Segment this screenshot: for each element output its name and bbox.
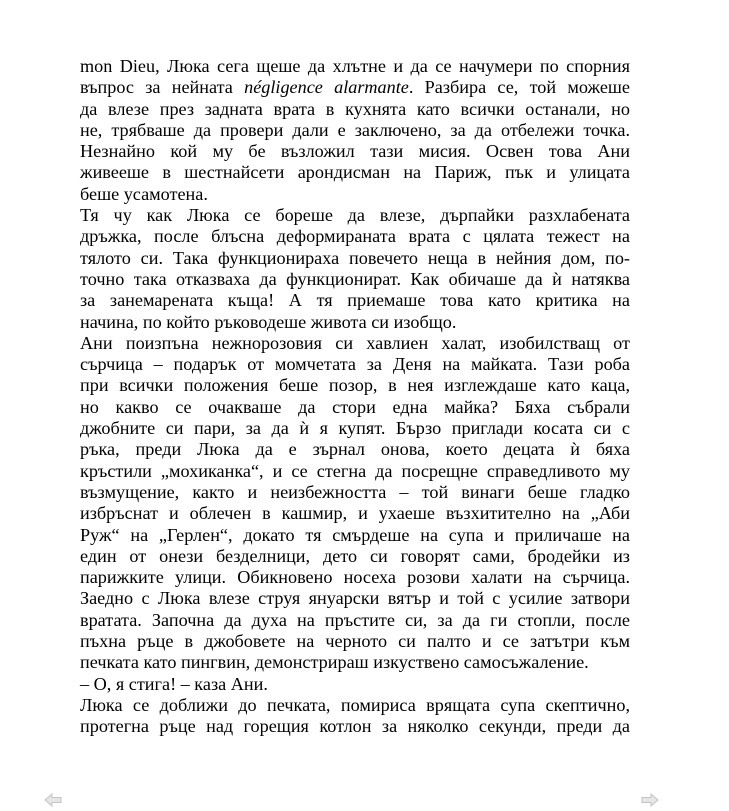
arrow-right-icon xyxy=(641,793,659,807)
text-run: Тя чу как Люка се бореше да влезе, дърпайки разхлабената xyxy=(80,205,630,226)
text-run: протегна ръце над горещия котлон за няколко секунди, преди да xyxy=(80,716,630,737)
italic-phrase: négligence alarmante xyxy=(244,77,409,98)
arrow-left-icon xyxy=(44,793,62,807)
text-line xyxy=(80,588,630,609)
next-page-button[interactable] xyxy=(641,793,659,807)
text-line xyxy=(80,461,630,482)
text-line xyxy=(80,290,630,311)
text-run: . Разбира се, той можеше xyxy=(408,77,630,98)
text-line xyxy=(80,269,630,290)
text-run: Руж“ на „Герлен“, докато тя смърдеше на супа и приличаше на xyxy=(80,524,630,545)
text-line xyxy=(80,120,630,141)
text-run: кръстили „мохиканка“, и се стегна да посрещне справедливото му xyxy=(80,460,630,481)
text-line xyxy=(80,226,630,247)
text-line xyxy=(80,397,630,418)
text-run: за занемарената къща! А тя приемаше това като критика на xyxy=(80,290,630,311)
text-run: Незнайно кой му бе възложил тази мисия. Освен това Ани xyxy=(80,141,630,162)
text-line xyxy=(80,610,630,631)
text-run: избръснат и облечен в кашмир, и ухаеше възхитително на „Аби xyxy=(80,503,630,524)
text-run: печката като пингвин, демонстрираш изкуствено самосъжаление. xyxy=(80,652,589,673)
text-run: вратата. Започна да духа на пръстите си, за да ги стопли, после xyxy=(80,609,630,630)
text-run: дръжка, после блъсна деформираната врата с цялата тежест на xyxy=(80,226,630,247)
text-line xyxy=(80,205,630,226)
text-run: но какво се очакваше да стори една майка? Бяха събрали xyxy=(80,396,630,417)
text-line xyxy=(80,652,630,673)
text-line xyxy=(80,546,630,567)
text-run: парижките улици. Обикновено носеха розови халати на сърчица. xyxy=(80,567,630,588)
text-run: mon Dieu, Люка сега щеше да хлътне и да се начумери по спорния xyxy=(80,56,630,76)
text-run: тялото си. Така функционираха повечето неща в нейния дом, по- xyxy=(80,247,630,268)
text-run: при всички положения беше позор, в нея изглеждаше като каца, xyxy=(80,375,630,396)
text-run: беше усамотена. xyxy=(80,183,208,204)
text-line xyxy=(80,482,630,503)
text-run: да влезе през задната врата в кухнята като всички останали, но xyxy=(80,98,630,119)
text-line xyxy=(80,567,630,588)
text-line xyxy=(80,375,630,396)
text-line xyxy=(80,503,630,524)
text-run: джобните си пари, за да ѝ я купят. Бързо приглади косата си с xyxy=(80,418,630,439)
text-run: живееше в шестнайсети арондисман на Париж, пък и улицата xyxy=(80,162,630,183)
text-line xyxy=(80,716,630,737)
text-line xyxy=(80,354,630,375)
text-run: начина, по който ръководеше живота си изобщо. xyxy=(80,311,457,332)
text-run: Люка се доближи до печката, помириса врящата супа скептично, xyxy=(80,694,630,715)
text-line xyxy=(80,439,630,460)
text-line xyxy=(80,248,630,269)
text-run: въпрос за нейната xyxy=(80,77,245,98)
text-run: – О, я стига! – каза Ани. xyxy=(80,673,268,694)
text-line xyxy=(80,141,630,162)
previous-page-button[interactable] xyxy=(44,793,62,807)
document-text xyxy=(80,56,630,738)
text-run: възмущение, както и неизбежността – той винаги беше гладко xyxy=(80,481,630,502)
text-line xyxy=(80,184,630,205)
text-line xyxy=(80,99,630,120)
text-line xyxy=(80,56,630,77)
text-run: ръка, преди Люка да е зърнал онова, което децата ѝ бяха xyxy=(80,439,630,460)
text-line xyxy=(80,631,630,652)
text-run: сърчица – подарък от момчетата за Деня на майката. Тази роба xyxy=(80,354,630,375)
text-line xyxy=(80,77,630,98)
text-run: точно така отказваха да функционират. Как обичаше да ѝ натяква xyxy=(80,268,630,289)
text-line xyxy=(80,695,630,716)
text-line xyxy=(80,162,630,183)
text-line xyxy=(80,333,630,354)
text-line xyxy=(80,418,630,439)
text-line xyxy=(80,312,630,333)
text-run: пъхна ръце в джобовете на черното си палто и се затътри към xyxy=(80,631,630,652)
text-run: един от онези безделници, дето си говорят сами, бродейки из xyxy=(80,545,630,566)
text-line xyxy=(80,674,630,695)
text-run: не, трябваше да провери дали е заключено, за да отбележи точка. xyxy=(80,119,630,140)
text-line xyxy=(80,525,630,546)
text-run: Заедно с Люка влезе струя януарски вятър и той с усилие затвори xyxy=(80,588,630,609)
text-run: Ани поизпъна нежнорозовия си хавлиен халат, изобилстващ от xyxy=(80,332,630,353)
